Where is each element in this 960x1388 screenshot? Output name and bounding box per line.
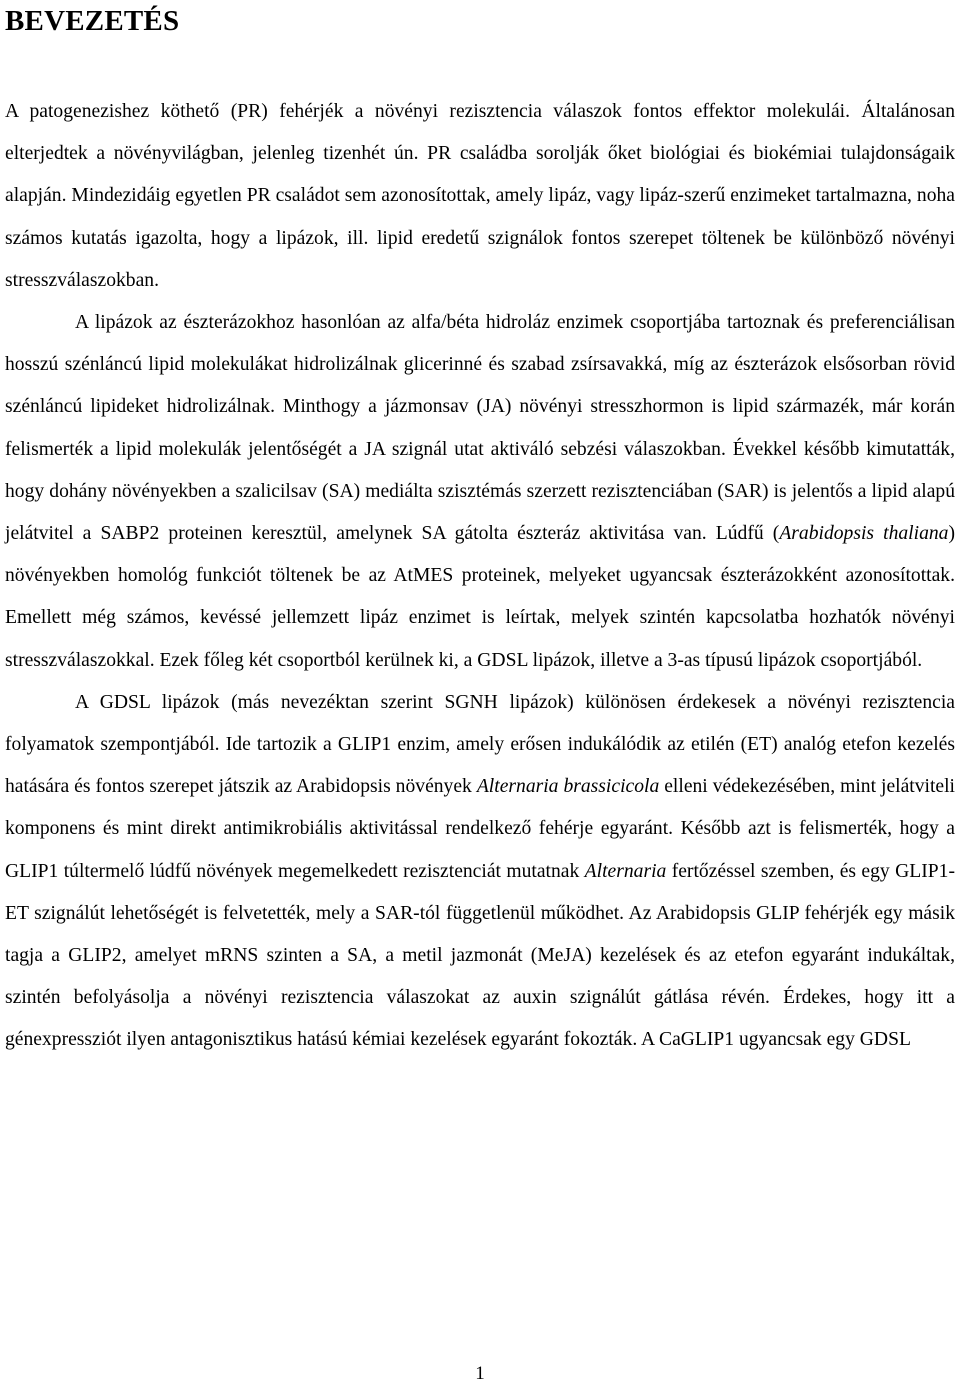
text-run: A lipázok az észterázokhoz hasonlóan az alfa/béta hidroláz enzimek csoportjába tartoznak és preferenciálisan hosszú szénláncú lipid molekulákat hidrolizálnak glicerinné és szabad zsírsavakká, míg az észterázok elsősorban rövid szénláncú lipideket hidrolizálnak. Minthogy a jázmonsav (JA) növényi stresszhormon is lipid származék, már korán felismerték a lipid molekulák jelentőségét a JA szignál utat aktiváló sebzési válaszokban. Évekkel később kimutatták, hogy dohány növényekben a szalicilsav (SA) mediálta szisztémás szerzett rezisztenciában (SAR) is jelentős a lipid alapú jelátvitel a SABP2 proteinen keresztül, amelynek SA gátolta észteráz aktivitása van. Lúdfű ( — [5, 312, 955, 545]
document-page — [5, 0, 955, 1062]
text-run: A GDSL lipázok (más nevezéktan szerint SGNH lipázok) különösen érdekesek a növényi rezisztencia folyamatok szempontjából. Ide tartozik a GLIP1 enzim, amely erősen indukálódik az etilén (ET) analóg etefon kezelés hatására és fontos szerepet játszik az Arabidopsis növények — [5, 691, 955, 798]
text-run: A patogenezishez köthető (PR) fehérjék a növényi rezisztencia válaszok fontos effektor molekulái. Általánosan elterjedtek a növényvilágban, jelenleg tizenhét ún. PR családba sorolják őket biológiai és biokémiai tulajdonságaik alapján. Mindezidáig egyetlen PR családot sem azonosítottak, amely lipáz, vagy lipáz-szerű enzimeket tartalmazna, noha számos kutatás igazolta, hogy a lipázok, ill. lipid eredetű szignálok fontos szerepet töltenek be különböző növényi stresszválaszokban. — [5, 101, 955, 291]
section-heading: BEVEZETÉS — [5, 5, 180, 37]
body-text — [5, 91, 955, 1062]
page-number: 1 — [475, 1363, 485, 1384]
italic-species-name: Arabidopsis thaliana — [779, 523, 949, 545]
italic-species-name: Alternaria brassicicola — [476, 776, 660, 798]
paragraph-1 — [5, 91, 955, 302]
text-run: elleni védekezésében, mint jelátviteli komponens és mint direkt antimikrobiális aktivitással rendelkező fehérje egyaránt. Később azt is felismerték, hogy a GLIP1 túltermelő lúdfű növények megemelkedett rezisztenciát mutatnak — [5, 776, 955, 882]
text-run: fertőzéssel szemben, és egy GLIP1-ET szignálút lehetőségét is felvetették, mely a SAR-tól függetlenül működhet. Az Arabidopsis GLIP fehérjék egy másik tagja a GLIP2, amelyet mRNS szinten a SA, a metil jazmonát (MeJA) kezelések és az etefon egyaránt indukáltak, szintén befolyásolja a növényi rezisztencia válaszokat az auxin szignálút gátlása révén. Érdekes, hogy itt a génexpressziót ilyen antagonisztikus hatású kémiai kezelések egyaránt fokozták. A CaGLIP1 ugyancsak egy GDSL — [5, 860, 955, 1051]
text-run: ) növényekben homológ funkciót töltenek be az AtMES proteinek, melyeket ugyancsak észterázokként azonosítottak. Emellett még számos, kevéssé jellemzett lipáz enzimet is leírtak, melyek szintén kapcsolatba hozhatók növényi stresszválaszokkal. Ezek főleg két csoportból kerülnek ki, a GDSL lipázok, illetve a 3-as típusú lipázok csoportjából. — [5, 523, 955, 671]
paragraph-2 — [5, 302, 955, 682]
paragraph-3 — [5, 682, 955, 1062]
italic-genus-name: Alternaria — [584, 860, 667, 882]
